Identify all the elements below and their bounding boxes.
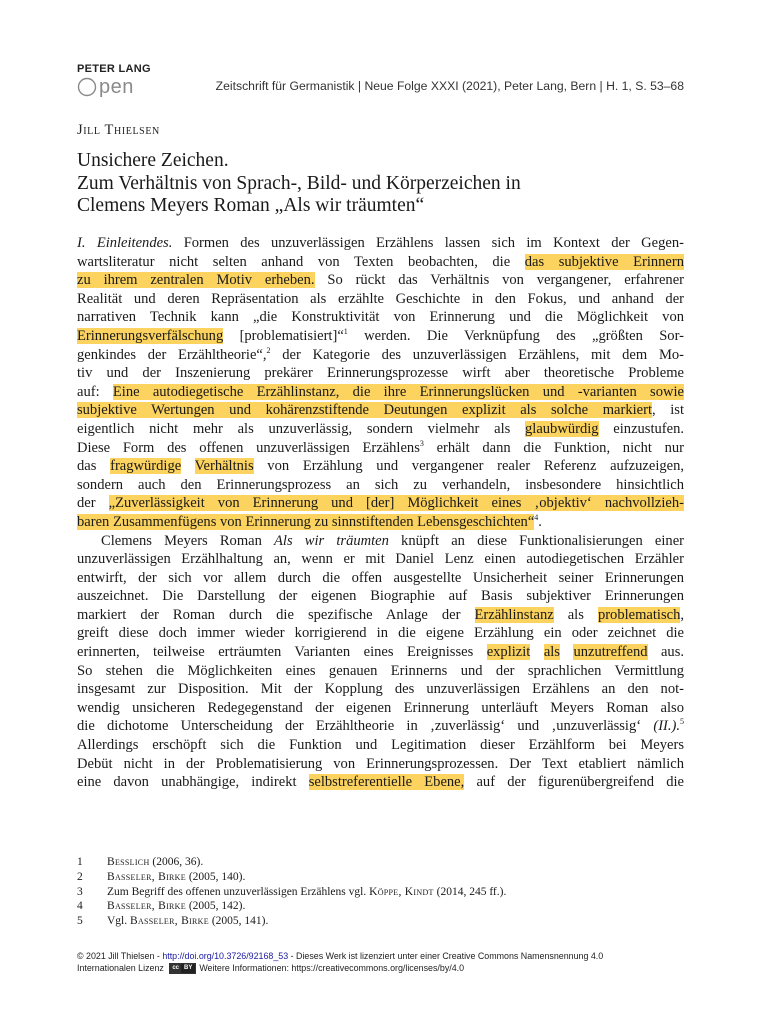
footnote-number: 5 xyxy=(77,915,83,928)
author-citation: Köppe, Kindt xyxy=(369,885,434,898)
body-line xyxy=(77,587,684,606)
body-line xyxy=(77,457,684,476)
doi-link[interactable]: http://doi.org/10.3726/92168_53 xyxy=(162,951,289,961)
body-line xyxy=(77,532,684,551)
text-run: von Erzählung und vergangener realer Referenz aufzuzeigen, xyxy=(253,458,684,475)
text-run: die dichotome Unterscheidung der Erzähltheorie in ‚zuverlässig‘ und ‚unzuverlässig‘ xyxy=(77,718,654,735)
text-run: auszeichnet. Die Darstellung der eigenen Biographie auf Basis subjektiver Erinnerungen xyxy=(77,588,684,605)
text-run: als xyxy=(553,606,598,623)
text-run: erhält dann die Funktion, nicht nur xyxy=(423,439,684,456)
text-run: einzustufen. xyxy=(598,420,684,437)
text-run: aus. xyxy=(647,644,685,661)
body-line xyxy=(77,383,684,402)
body-line xyxy=(77,439,684,458)
text-run: Formen des unzuverlässigen Erzählens lassen sich im Kontext der Gegen- xyxy=(172,235,684,251)
footnote-text xyxy=(107,885,506,900)
footnote-text xyxy=(107,899,245,914)
body-line xyxy=(77,290,684,309)
body-line xyxy=(77,476,684,495)
footer-line-1 xyxy=(77,951,687,963)
body-line xyxy=(77,699,684,718)
body-line xyxy=(77,755,684,774)
text-run: [problematisiert]“ xyxy=(223,327,344,344)
body-line xyxy=(77,271,684,290)
text-run: der xyxy=(77,495,109,512)
footnote-ref: 4 xyxy=(534,513,539,523)
body-line xyxy=(77,420,684,439)
footnote-ref: 3 xyxy=(419,438,424,448)
text-run: greift diese doch immer wieder korrigierend in die eigene Erzählung ein oder zeichnet die xyxy=(77,625,684,642)
footnotes xyxy=(77,855,684,929)
text-run: unzuverlässigen Erzählhaltung an, wenn er mit Daniel Lenz einen autodiegetischen Erzähler xyxy=(77,551,684,568)
text-run: I. Einleitendes. xyxy=(77,235,173,251)
body-line xyxy=(77,550,684,569)
text-run: wendig unsicheren Redegegenstand der eigenen Erinnerung unterläuft Meyers Roman also xyxy=(77,699,684,716)
text-run: Allerdings erschöpft sich die Funktion und Legitimation dieser Erzählform bei Meyers xyxy=(77,737,684,754)
highlighted-text: baren Zusammenfügens von Erinnerung zu sinnstiftenden Lebensgeschichten“ xyxy=(77,513,535,530)
text-run: . xyxy=(538,513,542,530)
highlighted-text: glaubwürdig xyxy=(525,420,599,437)
highlighted-text: subjektive Wertungen und kohärenzstiftende Deutungen explizit als solche markiert xyxy=(77,402,653,419)
body-line xyxy=(77,662,684,681)
highlighted-text: fragwürdige xyxy=(110,458,182,475)
text-run: knüpft an diese Funktionalisierungen einer xyxy=(388,532,684,549)
highlighted-text: Erinnerungsverfälschung xyxy=(77,327,224,344)
footnote-ref: 1 xyxy=(343,327,348,337)
text-run: Realität und deren Repräsentation als erzählte Geschichte in den Fokus, und anhand der xyxy=(77,290,684,307)
title-line: Unsichere Zeichen. xyxy=(77,150,229,171)
footnote xyxy=(77,870,684,885)
text-run xyxy=(530,644,543,660)
text-run: erinnerten, teilweise erträumten Varianten eines Ereignisses xyxy=(77,644,487,661)
body-line xyxy=(77,717,684,736)
footnote-ref: 2 xyxy=(266,345,271,355)
text-run: , xyxy=(680,606,684,623)
body-line xyxy=(77,606,684,625)
publisher-logo xyxy=(77,63,155,97)
highlighted-text: problematisch xyxy=(597,606,681,623)
text-run: (II.). xyxy=(653,718,680,735)
text-run: (2006, 36). xyxy=(149,856,204,868)
article-title xyxy=(77,150,687,218)
text-run: auf der figurenübergreifend die xyxy=(464,774,684,791)
text-run: , ist xyxy=(652,402,684,419)
highlighted-text: „Zuverlässigkeit von Erinnerung und [der] Möglichkeit eines ‚objektiv‘ nachvollzieh- xyxy=(108,495,684,512)
license-more-info: Weitere Informationen: https://creativecommons.org/licenses/by/4.0 xyxy=(199,962,465,973)
footnote xyxy=(77,899,684,914)
text-run: (2005, 141). xyxy=(208,915,269,928)
text-run: eine davon unabhängige, indirekt xyxy=(77,774,309,791)
text-run: (2005, 142). xyxy=(185,900,246,913)
open-circle-icon xyxy=(77,77,97,97)
body-line xyxy=(77,234,684,253)
highlighted-text: Eine autodiegetische Erzählinstanz, die ihre Erinnerungslücken und -varianten sowie xyxy=(112,383,684,400)
journal-citation: Zeitschrift für Germanistik | Neue Folge XXXI (2021), Peter Lang, Bern | H. 1, S. 53–68 xyxy=(215,79,684,93)
text-run: sondern auch den Erinnerungsprozess an sich zu verhandeln, insbesondere hinsichtlich xyxy=(77,476,684,493)
text-run: (2005, 140). xyxy=(185,870,246,883)
article-body xyxy=(77,234,684,792)
footnote-number: 4 xyxy=(77,900,83,913)
title-line: Clemens Meyers Roman „Als wir träumten“ xyxy=(77,195,425,216)
text-run: Debüt nicht in der Problematisierung von Erinnerungsprozessen. Der Text etabliert nämlich xyxy=(77,755,684,772)
body-line xyxy=(77,346,684,365)
cc-by-badge-icon[interactable]: cc BY xyxy=(169,963,196,974)
footnote-number: 3 xyxy=(77,885,83,898)
body-line xyxy=(77,643,684,662)
body-line xyxy=(77,680,684,699)
body-line xyxy=(77,624,684,643)
text-run: narrativen Technik kann „die Konstruktivität von Erinnerung und die Möglichkeit von xyxy=(77,309,684,326)
text-run xyxy=(560,644,573,660)
author-citation: Basseler, Birke xyxy=(107,870,186,883)
highlighted-text: unzutreffend xyxy=(573,644,648,661)
author-citation: Besslich xyxy=(107,856,150,868)
text-run: eigentlich nicht mehr als unzuverlässig, sondern vielmehr als xyxy=(77,420,526,437)
author-citation: Basseler, Birke xyxy=(130,915,209,928)
text-run: markiert der Roman durch die spezifische Anlage der xyxy=(77,606,475,623)
footnote-text xyxy=(107,870,245,885)
text-run: das xyxy=(77,458,111,475)
text-run: tiv und der Inszenierung prekärer Erinnerungsprozesse wirft aber theoretische Probleme xyxy=(77,365,684,382)
text-run: Diese Form des offenen unzuverlässigen Erzählens xyxy=(77,439,420,456)
text-run: Als wir träumten xyxy=(274,532,389,549)
highlighted-text: explizit xyxy=(486,644,531,661)
text-run xyxy=(181,458,194,474)
highlighted-text: als xyxy=(543,644,560,661)
footnote-text xyxy=(107,914,268,929)
highlighted-text: das subjektive Erinnern xyxy=(524,253,684,270)
text-run: Vgl. xyxy=(107,915,130,928)
body-line xyxy=(77,253,684,272)
footnote xyxy=(77,885,684,900)
body-line xyxy=(77,494,684,513)
author-citation: Basseler, Birke xyxy=(107,900,186,913)
highlighted-text: zu ihrem zentralen Motiv erheben. xyxy=(77,272,315,289)
text-run: (2014, 245 ff.). xyxy=(433,885,507,898)
text-run: So stehen die Möglichkeiten eines genauen Erinnerns und der sprachlichen Vermittlung xyxy=(77,662,684,679)
copyright-text: © 2021 Jill Thielsen - xyxy=(77,951,163,961)
body-line xyxy=(77,569,684,588)
open-access-mark xyxy=(77,77,155,97)
text-run: wartsliteratur nicht selten anhand von Texten beobachten, die xyxy=(77,253,525,270)
body-line xyxy=(77,513,684,532)
body-line xyxy=(77,736,684,755)
body-line xyxy=(77,401,684,420)
text-run: der Kategorie des unzuverlässigen Erzählens, mit dem Mo- xyxy=(270,346,684,363)
license-text: - Dieses Werk ist lizenziert unter einer Creative Commons Namensnennung 4.0 xyxy=(288,951,604,961)
text-run: So rückt das Verhältnis von vergangener, erfahrener xyxy=(314,272,684,289)
body-line xyxy=(77,308,684,327)
footnote-number: 1 xyxy=(77,856,83,868)
footnote-text xyxy=(107,855,203,870)
body-line xyxy=(77,327,684,346)
footnote-ref: 5 xyxy=(680,717,684,727)
license-footer xyxy=(77,951,687,974)
author-name: Jill Thielsen xyxy=(77,122,160,138)
highlighted-text: Erzählinstanz xyxy=(474,606,554,623)
text-run: genkindes der Erzähltheorie“, xyxy=(77,346,267,363)
open-word: pen xyxy=(99,76,134,98)
publisher-brand: PETER LANG xyxy=(77,63,151,75)
footnote xyxy=(77,855,684,870)
footnote-number: 2 xyxy=(77,870,83,883)
license-name: Internationalen Lizenz xyxy=(77,962,164,973)
text-run: Clemens Meyers Roman xyxy=(101,532,275,549)
text-run: Zum Begriff des offenen unzuverlässigen Erzählens vgl. xyxy=(107,885,370,898)
text-run: werden. Die Verknüpfung des „größten Sor- xyxy=(347,327,684,344)
highlighted-text: Verhältnis xyxy=(194,458,254,475)
footnote xyxy=(77,914,684,929)
body-line xyxy=(77,773,684,792)
highlighted-text: selbstreferentielle Ebene, xyxy=(308,774,465,791)
text-run: insgesamt zur Disposition. Mit der Kopplung des unzuverlässigen Erzählens an den not- xyxy=(77,681,684,698)
text-run: entwirft, der sich vor allem durch die offen ausgestellte Unsicherheit seiner Erinnerungen xyxy=(77,569,684,586)
text-run: auf: xyxy=(77,383,113,400)
body-line xyxy=(77,364,684,383)
footer-line-2 xyxy=(77,963,687,975)
title-line: Zum Verhältnis von Sprach-, Bild- und Körperzeichen in xyxy=(77,172,521,194)
